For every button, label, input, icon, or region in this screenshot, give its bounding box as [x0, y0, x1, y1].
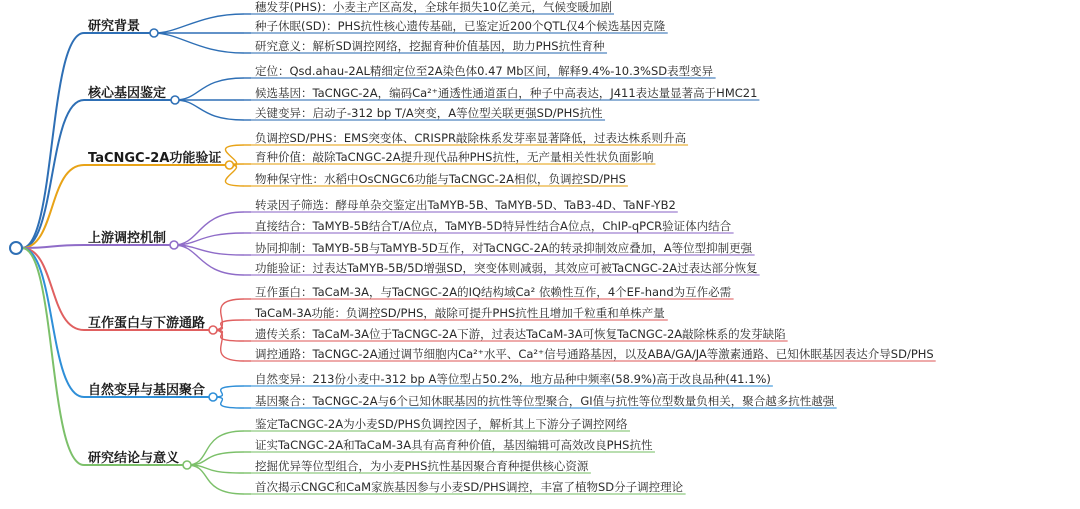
leaf-item: 转录因子筛选：酵母单杂交鉴定出TaMYB-5B、TaMYB-5D、TaB3-4D、TaNF-YB2 [255, 198, 676, 212]
leaf-connector [213, 397, 244, 408]
leaf-item: 直接结合：TaMYB-5B结合T/A位点，TaMYB-5D特异性结合A位点，ChIP-qPCR验证体内结合 [255, 219, 732, 233]
branch-label: TaCNGC-2A功能验证 [88, 151, 222, 166]
leaf-item: 调控通路：TaCNGC-2A通过调节细胞内Ca²⁺水平、Ca²⁺信号通路基因，以及ABA/GA/JA等激素通路、已知休眠基因表达介导SD/PHS [255, 347, 934, 361]
leaf-connector [154, 14, 244, 33]
leaf-item: 候选基因：TaCNGC-2A，编码Ca²⁺通透性通道蛋白，种子中高表达，J411表达量显著高于HMC21 [255, 86, 758, 100]
root-node-circle[interactable] [10, 242, 22, 254]
branch-connector [22, 248, 84, 397]
leaf-connector [213, 386, 244, 397]
leaf-connector [213, 320, 244, 330]
leaf-item: 基因聚合：TaCNGC-2A与6个已知休眠基因的抗性等位型聚合，GI值与抗性等位型数量负相关，聚合越多抗性越强 [255, 394, 835, 408]
branch-node-circle[interactable] [150, 29, 158, 37]
leaf-item: 育种价值：敲除TaCNGC-2A提升现代品种PHS抗性，无产量相关性状负面影响 [255, 150, 654, 164]
leaf-item: 鉴定TaCNGC-2A为小麦SD/PHS负调控因子，解析其上下游分子调控网络 [255, 417, 628, 431]
leaf-connector [187, 465, 244, 494]
leaf-connector [213, 330, 244, 341]
leaf-connector [174, 212, 244, 245]
leaf-connector [174, 245, 244, 275]
leaf-item: 证实TaCNGC-2A和TaCaM-3A具有高育种价值，基因编辑可高效改良PHS抗性 [255, 438, 653, 452]
branch-node-circle[interactable] [209, 326, 217, 334]
leaf-connector [154, 33, 244, 53]
branch-node-circle[interactable] [209, 393, 217, 401]
branch-connector [22, 248, 84, 330]
node-layer [10, 0, 934, 494]
leaf-connector [175, 100, 244, 120]
leaf-item: 种子休眠(SD)：PHS抗性核心遗传基础，已鉴定近200个QTL仅4个候选基因克隆 [255, 19, 666, 33]
branch-label: 上游调控机制 [88, 231, 167, 246]
leaf-connector [213, 330, 244, 361]
leaf-item: 物种保守性：水稻中OsCNGC6功能与TaCNGC-2A相似，负调控SD/PHS [255, 172, 626, 186]
branch-label: 研究结论与意义 [88, 451, 180, 466]
branch-node-circle[interactable] [225, 161, 233, 169]
leaf-item: 遗传关系：TaCaM-3A位于TaCNGC-2A下游，过表达TaCaM-3A可恢复TaCNGC-2A敲除株系的发芽缺陷 [255, 327, 786, 341]
branch-connector [22, 248, 84, 465]
leaf-item: 研究意义：解析SD调控网络，挖掘育种价值基因，助力PHS抗性育种 [255, 39, 605, 53]
branch-connector [22, 33, 84, 248]
branch-node-circle[interactable] [170, 241, 178, 249]
branch-node-circle[interactable] [183, 461, 191, 469]
branch-label: 研究背景 [88, 19, 141, 34]
leaf-connector [213, 299, 244, 330]
branch-node-circle[interactable] [171, 96, 179, 104]
leaf-item: 关键变异：启动子-312 bp T/A突变，A等位型关联更强SD/PHS抗性 [255, 106, 603, 120]
leaf-item: 挖掘优异等位型组合，为小麦PHS抗性基因聚合育种提供核心资源 [255, 459, 589, 473]
branch-label: 核心基因鉴定 [88, 86, 167, 101]
leaf-item: 协同抑制：TaMYB-5B与TaMYB-5D互作，对TaCNGC-2A的转录抑制效应叠加，A等位型抑制更强 [255, 241, 753, 255]
leaf-item: 功能验证：过表达TaMYB-5B/5D增强SD，突变体则减弱，其效应可被TaCNGC-2A过表达部分恢复 [255, 261, 758, 275]
leaf-item: 首次揭示CNGC和CaM家族基因参与小麦SD/PHS调控，丰富了植物SD分子调控理论 [255, 480, 684, 494]
leaf-item: 负调控SD/PHS：EMS突变体、CRISPR敲除株系发芽率显著降低，过表达株系则升高 [255, 131, 687, 145]
leaf-item: 定位：Qsd.ahau-2AL精细定位至2A染色体0.47 Mb区间，解释9.4%-10.3%SD表型变异 [255, 64, 714, 78]
branch-label: 自然变异与基因聚合 [88, 383, 206, 398]
branch-connector [22, 165, 84, 248]
branch-connector [22, 100, 84, 248]
leaf-connector [187, 431, 244, 465]
leaf-item: 自然变异：213份小麦中-312 bp A等位型占50.2%，地方品种中频率(58.9%)高于改良品种(41.1%) [255, 372, 771, 386]
leaf-item: 穗发芽(PHS)：小麦主产区高发，全球年损失10亿美元，气候变暖加剧 [255, 0, 612, 14]
leaf-item: 互作蛋白：TaCaM-3A，与TaCNGC-2A的IQ结构域Ca² 依赖性互作，4个EF-hand为互作必需 [255, 285, 732, 299]
leaf-connector [175, 78, 244, 100]
leaf-item: TaCaM-3A功能：负调控SD/PHS，敲除可提升PHS抗性且增加千粒重和单株产量 [255, 306, 665, 320]
branch-label: 互作蛋白与下游通路 [88, 316, 206, 331]
